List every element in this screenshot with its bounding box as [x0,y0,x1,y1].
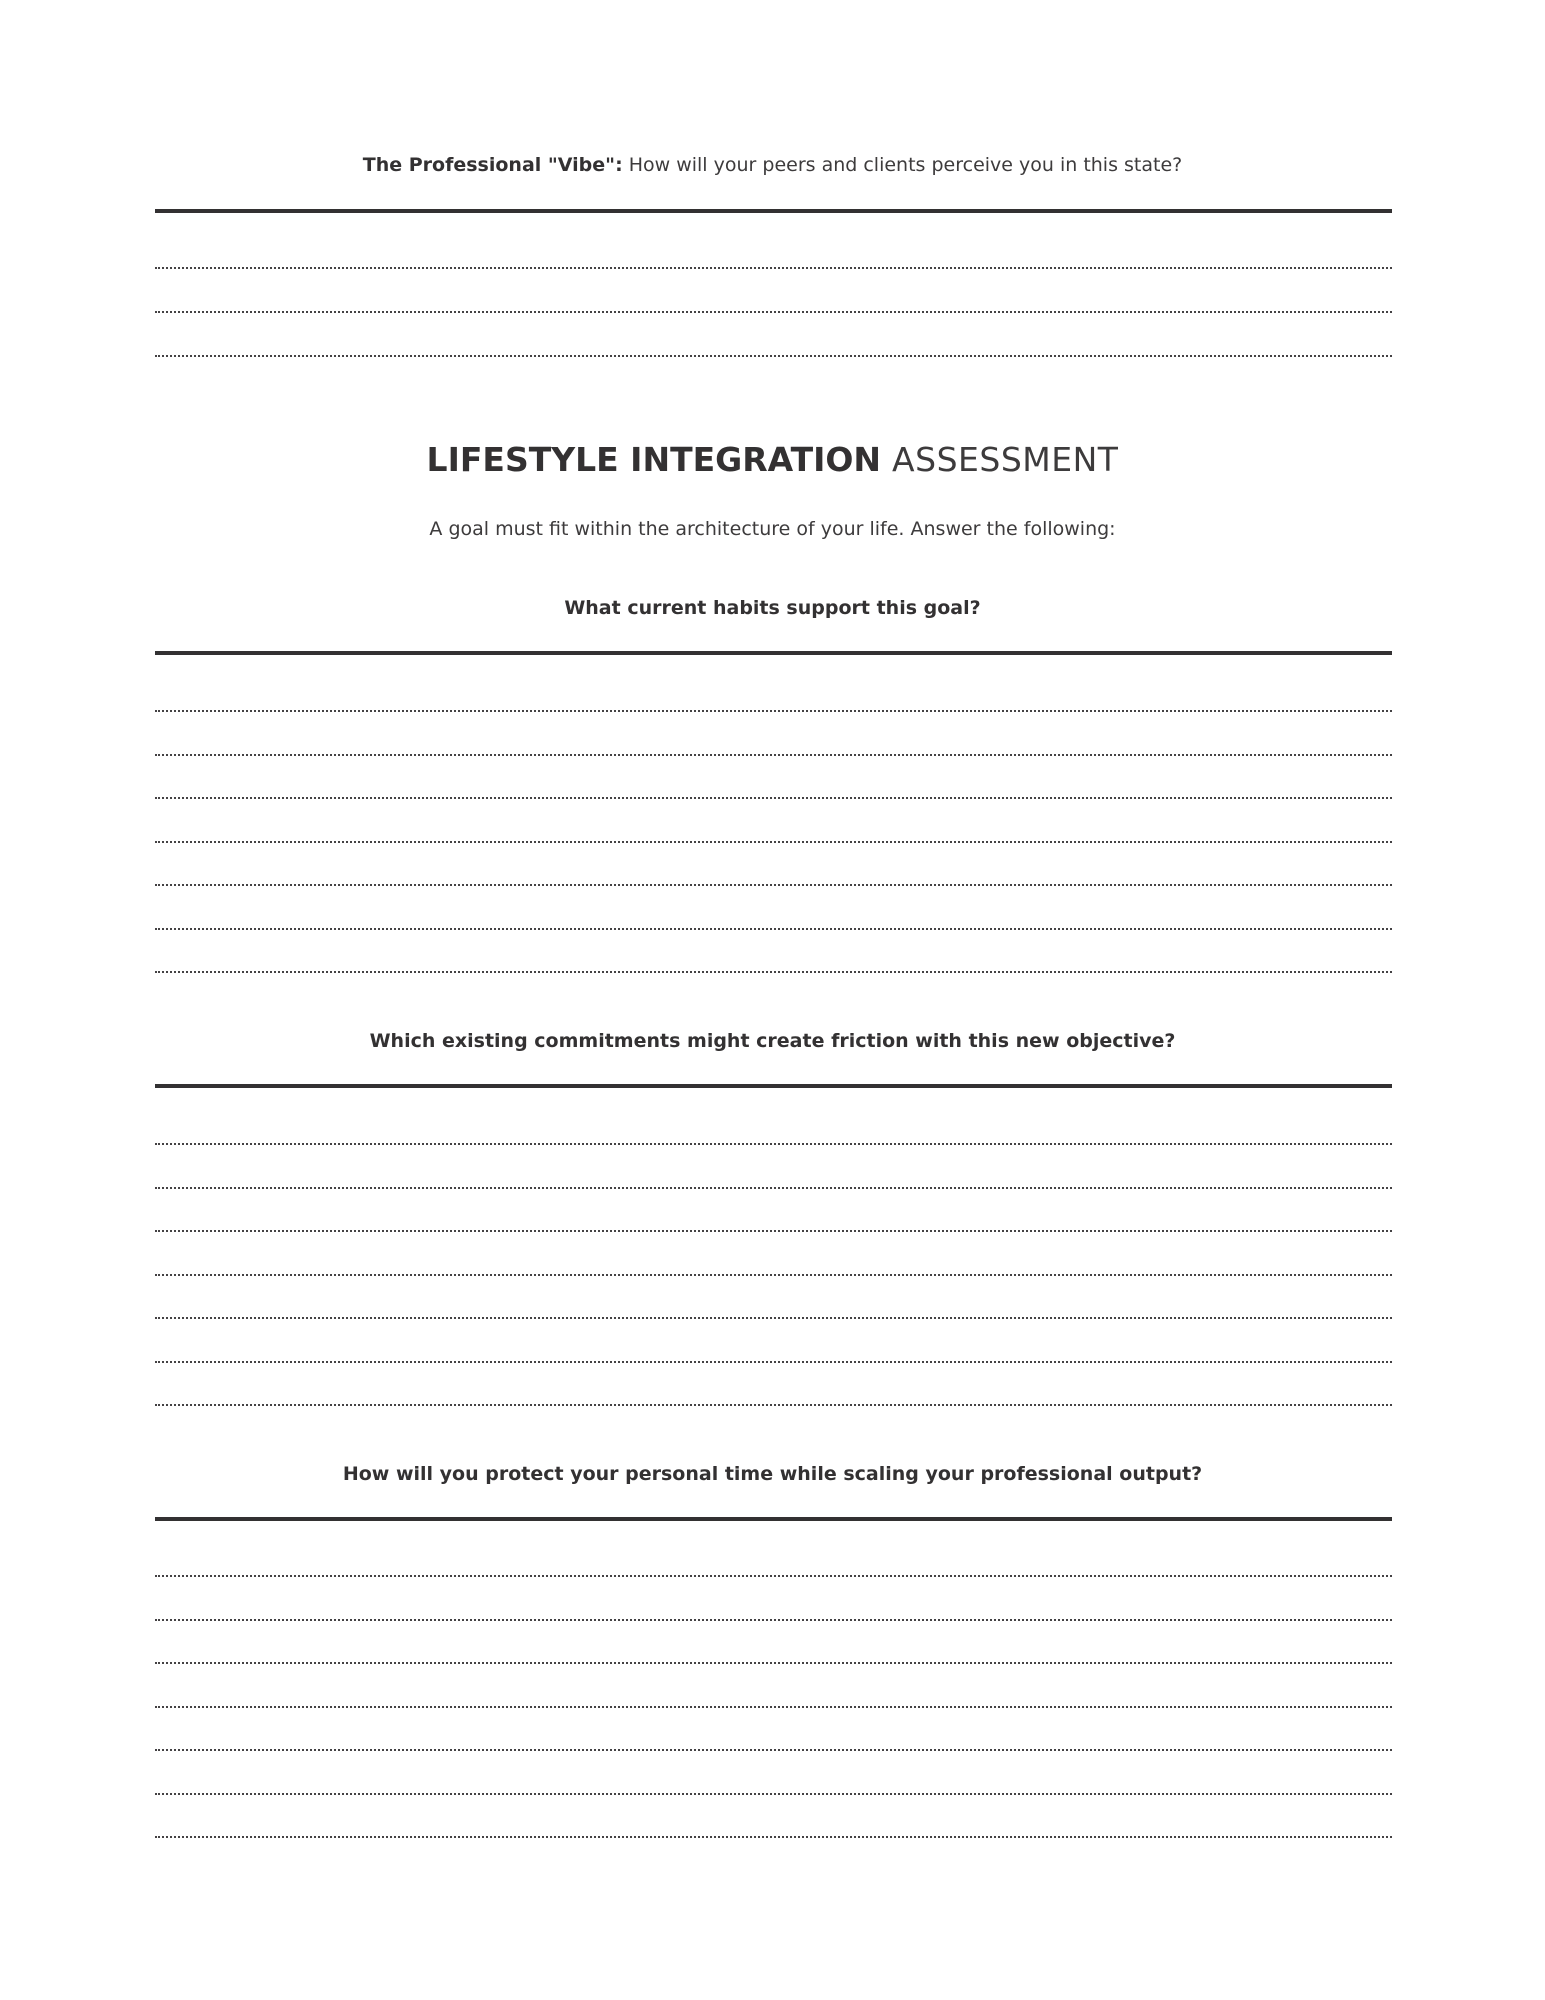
question-1: What current habits support this goal? [564,597,981,619]
question-3-answer-line[interactable] [155,1749,1392,1751]
question-1-answer-line[interactable] [155,710,1392,712]
question-3-answer-line[interactable] [155,1662,1392,1664]
question-2-rule [155,1084,1392,1088]
question-1-answer-line[interactable] [155,797,1392,799]
question-2: Which existing commitments might create friction with this new objective? [369,1030,1176,1052]
question-2-answer-line[interactable] [155,1187,1392,1189]
question-2-answer-line[interactable] [155,1143,1392,1145]
vibe-answer-line-3[interactable] [155,355,1392,357]
vibe-answer-line-1[interactable] [155,267,1392,269]
section-title-bold: LIFESTYLE INTEGRATION [426,440,882,479]
question-2-answer-line[interactable] [155,1361,1392,1363]
question-3-answer-line[interactable] [155,1836,1392,1838]
question-2-answer-line[interactable] [155,1230,1392,1232]
question-3-answer-line[interactable] [155,1793,1392,1795]
question-2-answer-line[interactable] [155,1274,1392,1276]
question-3-answer-line[interactable] [155,1575,1392,1577]
section-title-light: ASSESSMENT [881,440,1119,479]
question-1-answer-line[interactable] [155,754,1392,756]
vibe-prompt-label: The Professional "Vibe": [362,154,623,176]
vibe-answer-line-2[interactable] [155,311,1392,313]
vibe-prompt-question: How will your peers and clients perceive you in this state? [622,154,1183,176]
question-1-answer-line[interactable] [155,971,1392,973]
question-3: How will you protect your personal time while scaling your professional output? [342,1463,1203,1485]
question-1-answer-line[interactable] [155,841,1392,843]
question-1-answer-line[interactable] [155,884,1392,886]
question-2-answer-line[interactable] [155,1404,1392,1406]
question-1-answer-line[interactable] [155,928,1392,930]
question-3-answer-line[interactable] [155,1619,1392,1621]
section-title [0,440,1545,480]
question-3-answer-line[interactable] [155,1706,1392,1708]
question-1-rule [155,651,1392,655]
question-3-rule [155,1517,1392,1521]
question-2-answer-line[interactable] [155,1317,1392,1319]
vibe-heading-rule [155,209,1392,213]
vibe-prompt [0,153,1545,177]
section-intro: A goal must fit within the architecture of your life. Answer the following: [429,518,1116,540]
